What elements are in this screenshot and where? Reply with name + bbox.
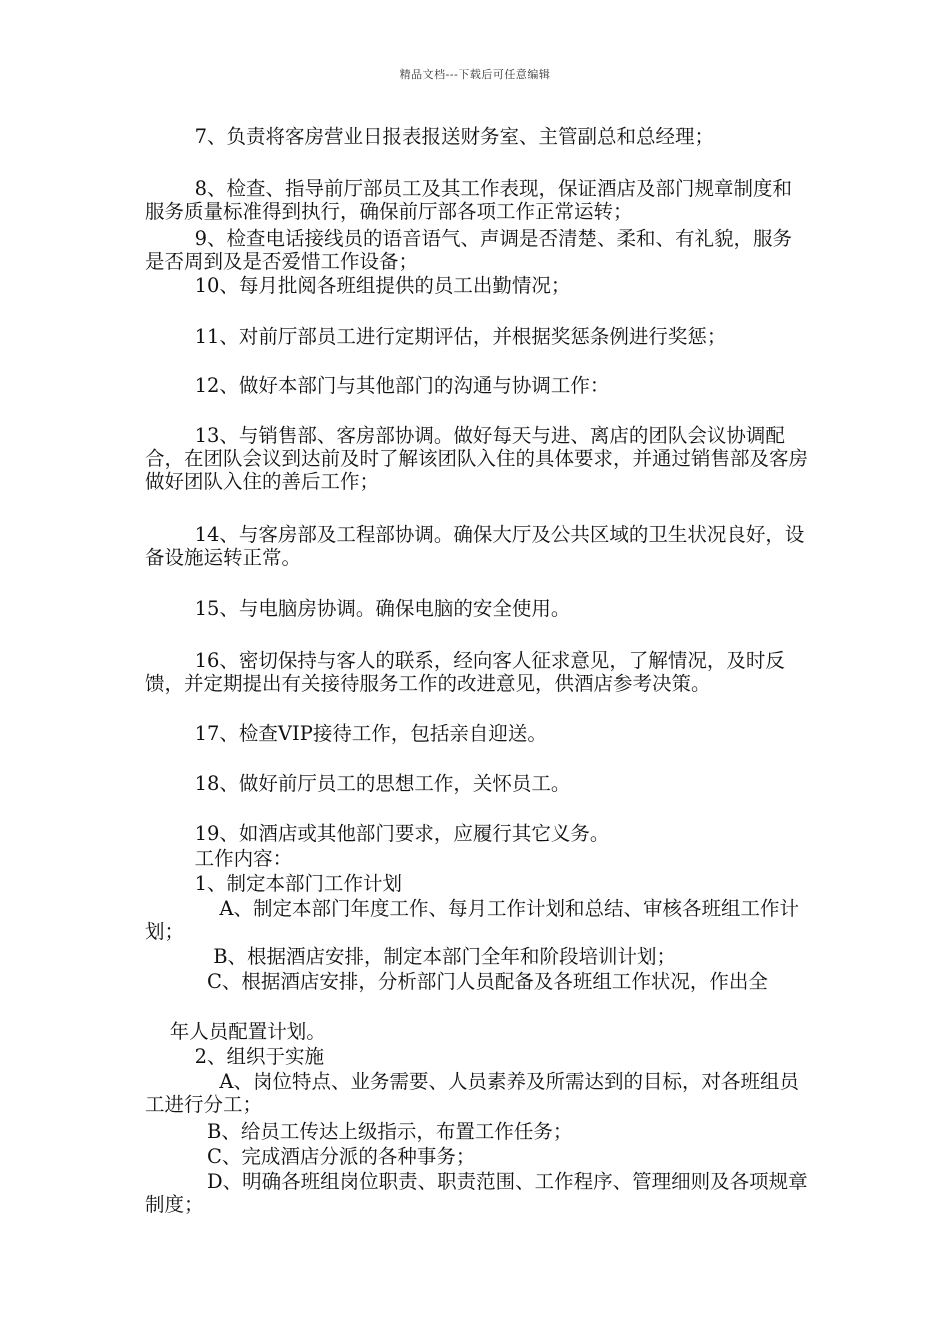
section-heading-work-content: 工作内容： xyxy=(145,847,293,870)
subsection-heading-2: 2、组织于实施 xyxy=(145,1045,325,1068)
paragraph-item-12: 12、做好本部门与其他部门的沟通与协调工作： xyxy=(145,374,610,397)
paragraph-item-17: 17、检查VIP接待工作，包括亲自迎送。 xyxy=(145,722,547,745)
paragraph-item-18: 18、做好前厅员工的思想工作，关怀员工。 xyxy=(145,772,571,795)
list-item-2d: D、明确各班组岗位职责、职责范围、工作程序、管理细则及各项规章制度； xyxy=(145,1170,808,1216)
list-item-2c: C、完成酒店分派的各种事务； xyxy=(145,1145,476,1168)
paragraph-item-7: 7、负责将客房营业日报表报送财务室、主管副总和总经理； xyxy=(145,125,715,148)
list-item-2b: B、给员工传达上级指示，布置工作任务； xyxy=(145,1120,573,1143)
paragraph-item-14: 14、与客房部及工程部协调。确保大厅及公共区域的卫生状况良好，设备设施运转正常。 xyxy=(145,523,805,569)
paragraph-item-10: 10、每月批阅各班组提供的员工出勤情况； xyxy=(145,274,571,297)
page-header: 精品文档---下载后可任意编辑 xyxy=(399,68,551,81)
paragraph-item-11: 11、对前厅部员工进行定期评估，并根据奖惩条例进行奖惩； xyxy=(145,325,727,348)
subsection-heading-1: 1、制定本部门工作计划 xyxy=(145,872,403,895)
paragraph-item-9: 9、检查电话接线员的语音语气、声调是否清楚、柔和、有礼貌，服务是否周到及是否爱惜工作设备； xyxy=(145,227,793,273)
paragraph-item-8: 8、检查、指导前厅部员工及其工作表现，保证酒店及部门规章制度和服务质量标准得到执行，确保前厅部各项工作正常运转； xyxy=(145,177,793,223)
list-item-1c: C、根据酒店安排，分析部门人员配备及各班组工作状况，作出全 xyxy=(145,970,768,993)
list-item-1b: B、根据酒店安排，制定本部门全年和阶段培训计划； xyxy=(145,945,677,968)
paragraph-item-13: 13、与销售部、客房部协调。做好每天与进、离店的团队会议协调配合，在团队会议到达前及时了解该团队入住的具体要求，并通过销售部及客房做好团队入住的善后工作； xyxy=(145,424,809,493)
paragraph-item-15: 15、与电脑房协调。确保电脑的安全使用。 xyxy=(145,597,571,620)
list-item-1a: A、制定本部门年度工作、每月工作计划和总结、审核各班组工作计划； xyxy=(145,897,799,943)
paragraph-item-16: 16、密切保持与客人的联系，经向客人征求意见，了解情况，及时反馈，并定期提出有关接待服务工作的改进意见，供酒店参考决策。 xyxy=(145,649,785,695)
paragraph-item-19: 19、如酒店或其他部门要求，应履行其它义务。 xyxy=(145,822,610,845)
list-item-2a: A、岗位特点、业务需要、人员素养及所需达到的目标，对各班组员工进行分工； xyxy=(145,1070,799,1116)
list-item-1c-continued: 年人员配置计划。 xyxy=(145,1020,326,1043)
